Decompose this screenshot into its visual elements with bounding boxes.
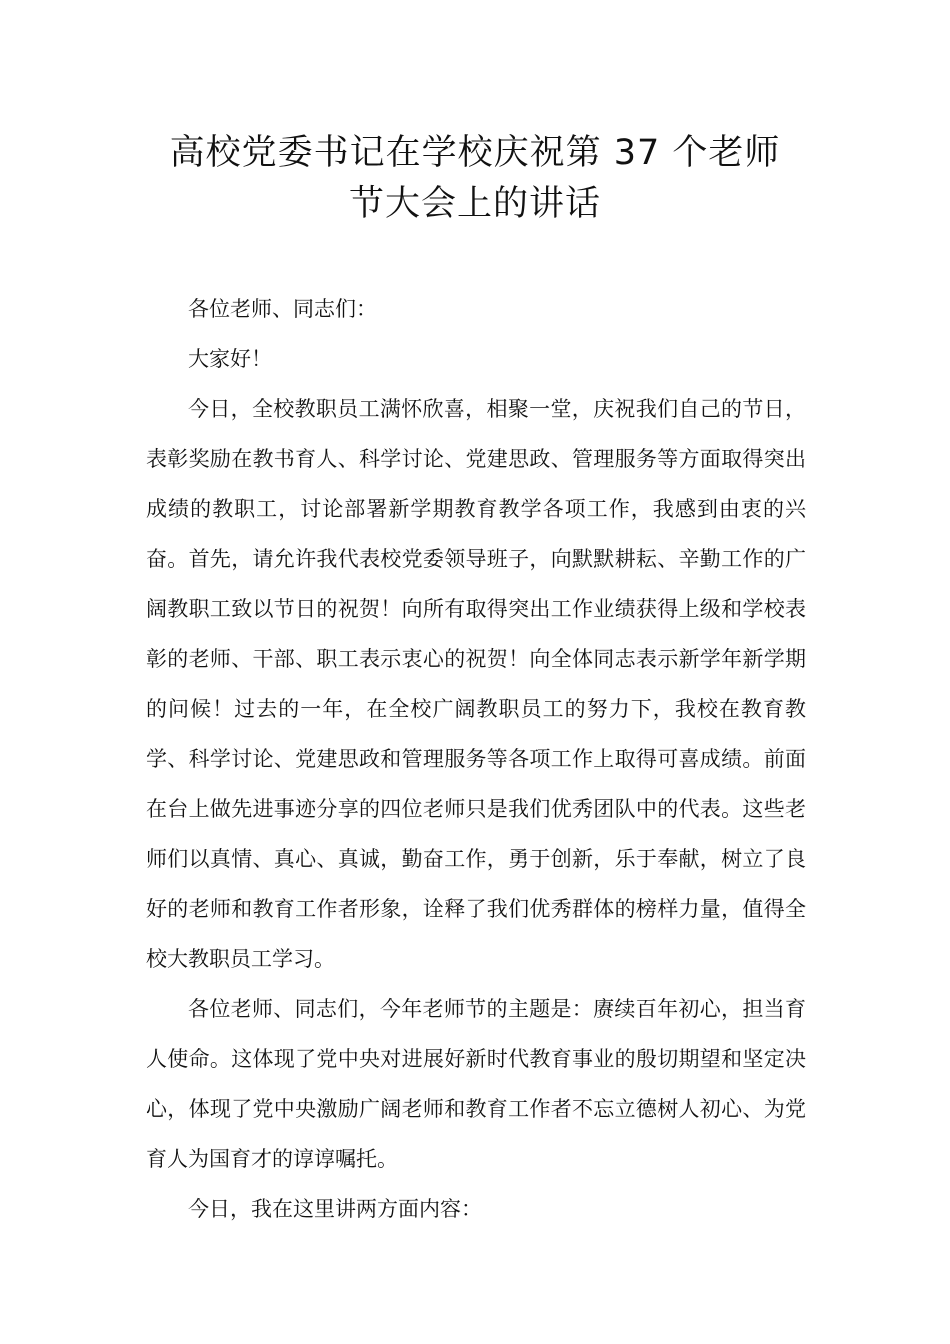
- salutation: 各位老师、同志们：: [188, 297, 377, 321]
- document-body: [146, 284, 806, 1234]
- document-title-line-1: 高校党委书记在学校庆祝第 37 个老师: [169, 133, 781, 173]
- paragraph: 今日，我在这里讲两方面内容：: [188, 1197, 482, 1221]
- paragraph: 今日，全校教职员工满怀欣喜，相聚一堂，庆祝我们自己的节日，表彰奖励在教书育人、科学讨论、党建思政、管理服务等方面取得突出成绩的教职工，讨论部署新学期教育教学各项工作，我感到由衷的兴奋。首先，请允许我代表校党委领导班子，向默默耕耘、辛勤工作的广阔教职工致以节日的祝贺！向所有取得突出工作业绩获得上级和学校表彰的老师、干部、职工表示衷心的祝贺！向全体同志表示新学年新学期的问候！过去的一年，在全校广阔教职员工的努力下，我校在教育教学、科学讨论、党建思政和管理服务等各项工作上取得可喜成绩。前面在台上做先进事迹分享的四位老师只是我们优秀团队中的代表。这些老师们以真情、真心、真诚，勤奋工作，勇于创新，乐于奉献，树立了良好的老师和教育工作者形象，诠释了我们优秀群体的榜样力量，值得全校大教职员工学习。: [146, 397, 806, 971]
- greeting: 大家好！: [188, 347, 272, 371]
- paragraph: 各位老师、同志们，今年老师节的主题是：赓续百年初心，担当育人使命。这体现了党中央对进展好新时代教育事业的殷切期望和坚定决心，体现了党中央激励广阔老师和教育工作者不忘立德树人初心、为党育人为国育才的谆谆嘱托。: [146, 997, 806, 1171]
- document-title-line-2: 节大会上的讲话: [348, 184, 601, 224]
